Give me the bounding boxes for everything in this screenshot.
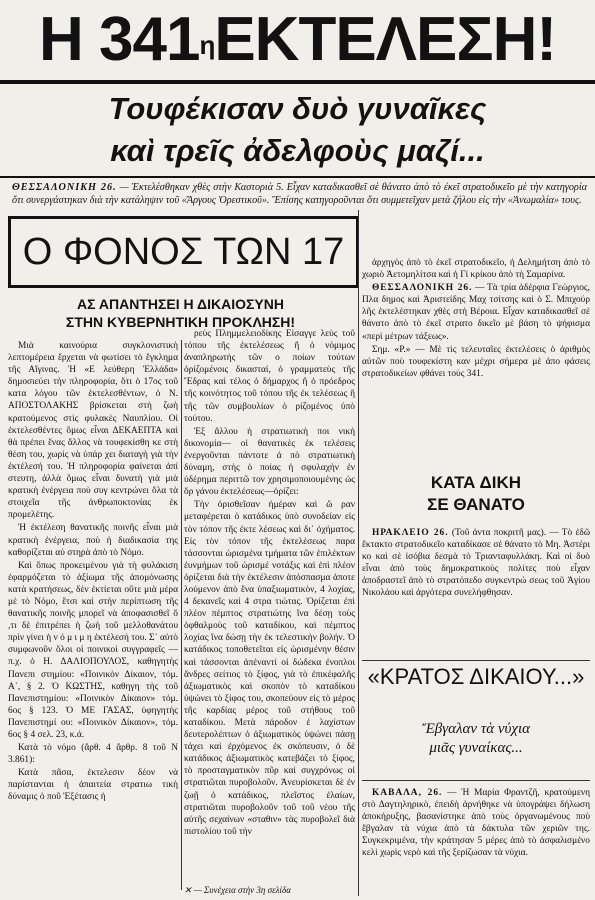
death-sentence-heading	[362, 472, 590, 516]
headline-superscript: η	[199, 29, 215, 60]
rule-of-law-subheading-line-2: μιᾶς γυναίκας...	[429, 740, 523, 756]
article-paragraph: Ἐξ ἄλλου ἡ στρατιωτικὴ ποι νικὴ δικονομία— οἱ θανατικὲς ἐκ τελέσεις ἐνεργοῦνται πάντοτε ἀ πὸ στρατιωτικὴ δύναμη, στὴς ὁ ποίας ἡ σφυλαχὴν ἐν ὑδέρημα περιττῶ τον χρησιμοποιουμένης ὡς ὄρ γάνου ἐκτελέσεως—ὁρίζει:	[184, 426, 355, 498]
lede-text: — Ἐκτελέσθηκαν χθὲς στὴν Καστοριὰ 5. Εἶχαν καταδικασθεῖ σὲ θάνατο ἀπὸ τὸ ἐκεῖ στρατοδικεῖο μὲ τὴν κατηγορία ὅτι συνεργάστηκαν διὰ τὴν κατάληψιν τοῦ «Ἄργους Ὀρεστικοῦ». Ἔπίσης κατηγοροῦνται ὅτι συμμετεῖχαν μετὰ ζήλου εἰς τὴν «Ἀνωμαλία» τους.	[12, 182, 587, 206]
headline-tail: ΕΚΤΕΛΕΣΗ!	[214, 4, 557, 74]
article-paragraph: Ἡ ἐκτέλεση θανατικῆς ποινῆς εἶναι μιὰ κρατικὴ ἐνέργεια, ποὺ ἡ διαδικασία της καθορίζεται αὐ στηρὰ ἀπὸ τὸ Νόμο.	[8, 523, 178, 558]
article-title: Ο ΦΟΝΟΣ ΤΩΝ 17	[22, 230, 345, 273]
death-sentence-heading-line-1: ΚΑΤΑ ΔΙΚΗ	[430, 473, 522, 492]
right-column-divider	[358, 210, 359, 896]
kavala-article	[362, 787, 590, 892]
rule-of-law-subheading	[362, 720, 590, 758]
news-text: — Ἡ Μαρία Φραντζῆ, κρατούμενη στὸ Δαγτηληρικὸ, ἐπειδὴ ἀρνήθηκε νὰ ὑπογράψει δήλωση ἀποκήρυξης, βασανίστηκε ἀπὸ τοὺς ὀργανωμένους ποὺ ἔβγαλαν τὰ νύχια ἀπὸ τὰ δάκτυλα τῶν χεριῶν της. Συγκεκριμένα, τὴν κράτησαν 5 μέρες ἀπὸ τὸ ἀσφαλισμένο κελὶ χωρὶς νερὸ καὶ τῆς ξερίζωσαν τὰ νύχια.	[362, 788, 590, 859]
news-dateline: ΘΕΣΣΑΛΟΝΙΚΗ 26.	[372, 283, 473, 294]
article-paragraph: Κατὰ τὸ νόμο (ἄρθ. 4 ἄρθρ. 8 τοῦ Ν 3.861):	[8, 743, 178, 766]
news-dateline: ΚΑΒΑΛΑ, 26.	[372, 788, 443, 798]
right-news-column	[362, 257, 590, 464]
headline-main: Η 341	[38, 4, 200, 74]
continued-text: Συνέχεια στὴν 3η σελίδα	[204, 885, 291, 895]
article-kicker-line-2: ΣΤΗΝ ΚΥΒΕΡΝΗΤΙΚΗ ΠΡΟΚΛΗΣΗ!	[65, 314, 296, 330]
main-headline	[0, 0, 595, 78]
rule-of-law-heading: «ΚΡΑΤΟΣ ΔΙΚΑΙΟΥ...»	[367, 664, 585, 689]
article-paragraph: Κατὰ πᾶσα, ἐκτελεσιν δέον νὰ παρίστανται ἡ ἀπαιτεία στρατιω τικὴ δύναμις ὁ ποῦ Ἐξέτασις ἡ	[8, 768, 178, 803]
subhead-rule	[0, 176, 595, 178]
news-paragraph	[362, 527, 590, 600]
death-sentence-article	[362, 527, 590, 657]
news-text: — Τὰ τρία ἀδέρφια Γεώργιος, Πλα δημος καὶ Ἀριστείδης Μαχ τσίτσης καὶ ὁ Σ. Μπιχούρ λῆς ἐκτελέστηκαν χθὲς στὴ Βέροια. Εἶχαν καταδικασθεῖ σὲ θάνατο ἀπὸ τὸ ἐκεῖ στρατο δικεῖο μὲ βάση τὸ ψήφισμα «περὶ μέτρων τάξεως».	[362, 283, 590, 342]
section-rule	[362, 780, 590, 781]
article-kicker	[8, 295, 353, 331]
article-column-2	[184, 328, 355, 883]
article-paragraph: ρεὺς Πλημμελειοδίκης Εἰσαγγε λεὺς τοῦ τόπου τῆς ἐκτελέσεως ἢ ὁ νόμιμος ἀναπληρωτὴς τῶν ο ποίων τούτων ὁρίζομένοις δικασταί, ὁ γραμματεὺς τῆς Ἕδρας καὶ τέλος ὁ δήμαρχος ἢ ὁ πρόεδρος τῆς κοινότητος τοῦ τόπου τῆς ἐκ τελέσεως ἢ τῆς τῶν συμβουλίων ὁ ρίζομένος ὑπὸ τούτου.	[184, 329, 355, 424]
news-paragraph	[362, 787, 590, 860]
subheadline-line-1: Τουφέκισαν δυὸ γυναῖκες	[108, 91, 487, 126]
editor-note: Σημ. «Ρ.» — Μὲ τὶς τελευταῖες ἐκτελέσεις ὁ ἀριθμὸς αὐτῶν ποὺ τουφεκίστη καν μέχρι σήμερα μὲ ἀπο φάσεις στρατοδικείων φθάνει τοὺς 341.	[362, 344, 590, 379]
section-rule	[362, 660, 590, 661]
subheadline-line-2: καὶ τρεῖς ἀδελφοὺς μαζί...	[110, 133, 485, 168]
news-paragraph	[362, 282, 590, 342]
article-paragraph: Μιὰ καινούρια συγκλονιστικὴ λεπτομέρεια ἔρχεται νὰ φωτίσει τὸ ἔγκλημα τῆς Αἴγινας. Ἡ «Ε λεύθερη Ἑλλάδα» δημοσιεύει τὴν πληροφορία, ὅτι ὁ 17ος τοῦ κατα λόγου τῶν ἐκτελεσθέντων, ὁ Ν. ΑΠΟΣΤΟΛΑΚΗΣ βρίσκεται στὴ ζωὴ κρατούμενος στὶς φυλακὲς Ναυπλίου. Οἱ ἐκτελεσθέντες ὅμως εἶναι ΔΕΚΑΕΠΤΑ καὶ θὰ πρέπει ἕνας ἄλλος νὰ τουφεκίσθη κε στὴ θέση του, χωρὶς νὰ ὑπάρ χει διαταγὴ γιὰ τὴν ἐκτέλεσή του. Ἡ πληροφορία φαίνεται ἀπί στευτη, ἀλλὰ ὅμως εἶναι δυνατὴ γιὰ μιὰ κρατικὴ ἐνέργεια ποὺ συγ κεντρώνει ὅλα τὰ στοιχεῖα τῆς ἀνθρωποκτονίας ἐκ προμελέτης.	[8, 341, 178, 521]
death-sentence-heading-line-2: ΣΕ ΘΑΝΑΤΟ	[427, 495, 525, 514]
continued-mark-icon: ✕ —	[184, 885, 205, 895]
news-dateline: ΗΡΑΚΛΕΙΟ 26.	[372, 528, 449, 538]
article-paragraph: Τὴν ὁρισθεῖσαν ἡμέραν καὶ ὥ ραν μεταφέρεται ὁ κατάδικος ὑπὸ συνοδείαν εἰς τὸν τόπον τῆς ἐκτε λέσεως καὶ δι᾽ ὀχήματος. Εἰς τὸν τόπον τῆς ἐκτελέσεως παρα τάσσονται ὡρισμένα τμήματα τῶν ἐπιλέκτων ἐυνμήμων τοῦ ὡρισμέ νοτάξις καὶ ἐπὶ πλέον ὁρίζεται διὰ τὴν ἐκτέλεσιν ἀπόσπασμα ἀποτε λούμενον ἀπὸ ἕνα ὑπαξιωματικὸν, 4 λοχίας, 4 δεκανεῖς καὶ 4 στρα τιώτας. Ὀρίζεται ἐπὶ πλέον πέμπτος στρατιώτης ἵνα δέσῃ τοὺς ὀφθαλμοὺς τοῦ καταδίκου, καὶ πέμπτος λοχίας ἵνα δώσῃ τὴν ἐκ τελεστικὴν βολήν. Ὁ κατάδικος τοποθετεῖται εἰς ὡρισμένην θέσιν καὶ τάσσονται ἀπέναντί οἱ δώδεκα ἐνοπλοι ἄνδρες σείτιος τὸ ξίφος, γιὰ τὸ ἐπικέφαλῆς ἀξιωματικὸς καὶ σκοπὸν τὸ καταδίκου ὑψώνει τὸ ξίφος του, σκοπεύουν εἰς τὸ μέρος τῆς καρδίας μέρος τοῦ στήθους τοῦ καταδίκου. Μετὰ πάροδον ἐ λαχίστων δευτερολέπτων ὁ ἀξιωματικὸς ὑψώνει πάσῃ τάχει καὶ ἐρχόμενος ἐκ σκόπευσιν, ὁ δὲ κατάδικος ἀξιωματικὸς κατεβάζει τὸ ξίφος, τὸ προσταγματικὸν πῦρ καὶ συγχρόνως οἱ στρατιῶται πυροβολοῦν. Ἀνευρίσκεται δὲ ἐν ζωῇ ὁ κατάδικος, πλεῖστος ἐλαίων, στρατιῶται πυροβολοῦν τοῦ τοῦ νέου τῆς αὐτῆς σεχαίνων «σταθιν» τὰς πυροβολεῖ διὰ πιστολίου τοῦ τὴν	[184, 500, 355, 837]
article-paragraph: Καὶ ὅπως προκειμένου γιὰ τὴ φυλάκιση ἐφαρμόζεται τὸ ἀξίωμα τῆς ἀπομόνωσης κατὰ κρατήσεως, δὲν ἐκτίεται οὔτε μιὰ μέρα μὲ τὸ Νόμο, ἔτσι καὶ στὴν περίπτωση τῆς θανατικῆς ποινῆς μπορεῖ νὰ ἀποφασισθεῖ ὅ ,τι δὲ ἐπιτρέπει ἡ ζωὴ τοῦ μελλοθανάτου πρὶν γίνει ἡ ν ό μ ι μ η ἐκτέλεσή του. Σ᾽ αὐτὸ συμφωνοῦν ὅλοι οἱ ποινικοὶ συγγραφεῖς —π.χ. ὁ Η. ΔΑΛΙΟΠΟΥΛΟΣ, καθηγητὴς Πανεπι στημίου: «Ποινικὸν Δίκαιον, τόμ. Α᾽, § 2. Ὁ ΚΩΣΤΗΣ, καθηγη τὴς τοῦ Πανεπιστημίου: «Ποινικὸν Δίκαιον» τόμ. 6ος § 123. Ὁ ΜΕ ΓΑΣΑΣ, ὑφηγητὴς Πανεπιστημί ου: «Ποινικὸν Δίκαιον», τόμ. 6ος § 4 σελ. 23, κ.ά.	[8, 560, 178, 740]
article-kicker-line-1: ΑΣ ΑΠΑΝΤΗΣΕΙ Η ΔΙΚΑΙΟΣΥΝΗ	[77, 296, 284, 312]
lede-paragraph	[12, 182, 587, 207]
headline-rule	[0, 80, 595, 84]
continued-note	[184, 885, 355, 896]
news-paragraph: ἀρχηγὸς ἀπὸ τὸ ἐκεῖ στρατοδικεῖο, ἡ Δελημήτση ἀπὸ τὸ χωριὸ Ἀετομηλίτσα καὶ ἡ Γί κρίκου ἀπὸ τὴ Σαμαρίνα.	[362, 258, 590, 281]
article-title-box	[8, 216, 359, 288]
column-divider	[181, 340, 182, 890]
article-column-1	[8, 340, 178, 896]
lede-dateline: ΘΕΣΣΑΛΟΝΙΚΗ 26.	[12, 182, 117, 193]
news-text: (Τοῦ ἀντα ποκριτῆ μας). — Τὸ ἐδῶ ἔκτακτο στρατοδικεῖο καταδίκασε σὲ θάνατο τὸ Μη. Ἀστέρι κο καὶ σὲ ἰσόβια δεσμὰ τὸ Τριανταφυλλάκη. Καὶ οἱ δυὸ εἶναι ἀπὸ τοὺς δημοκρατικοὺς πολίτες ποὺ εἶχαν ἀποδραστεῖ ἀπὸ τὸ στρατόπεδο συγκεντρώ σεως τοῦ Ἁγίου Νικολάου καὶ ἀργότερα συνελήφθησαν.	[362, 528, 590, 599]
rule-of-law-subheading-line-1: Ἔβγαλαν τὰ νύχια	[421, 721, 531, 737]
